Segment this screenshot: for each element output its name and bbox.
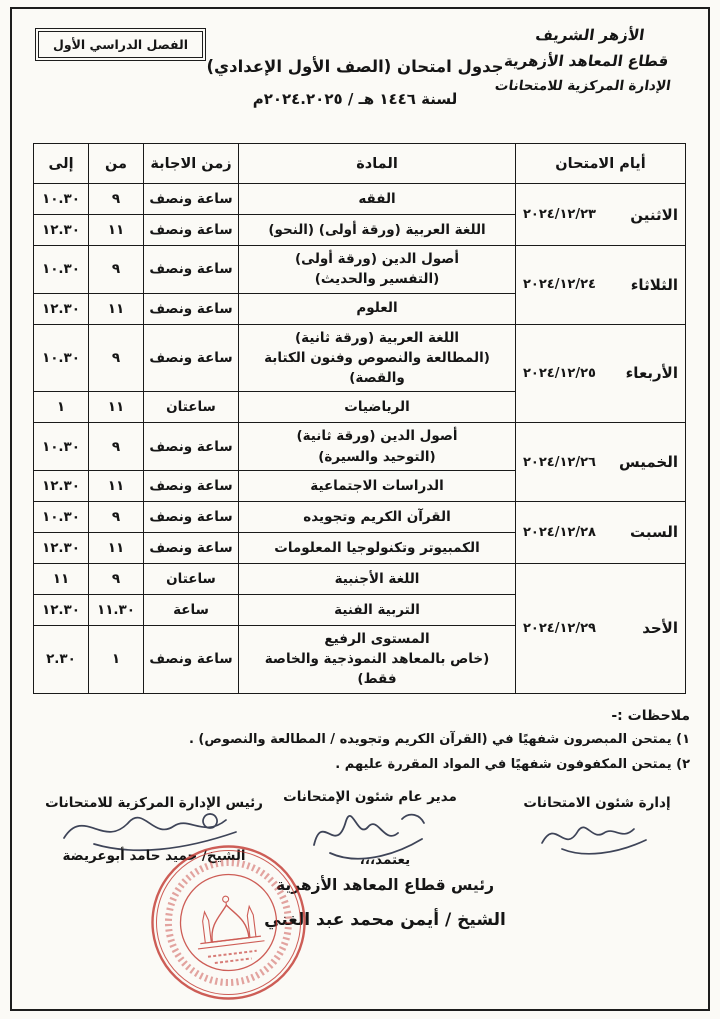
letterhead-line-2: قطاع المعاهد الأزهرية [502,52,670,71]
signature-block-exams-affairs [502,795,692,861]
from-time-cell: ٩ [89,184,144,215]
exam-day-wrap [523,276,678,294]
day-name: السبت [629,523,678,542]
signature-block-central-admin-head [34,795,274,864]
day-name: الأحد [642,619,678,638]
subject-text: الرياضيات [344,399,410,416]
to-time-cell: ١٠.٣٠ [34,324,89,392]
from-time-cell: ١١ [89,293,144,324]
subject-text: (التفسير والحديث) [314,271,440,288]
to-time-cell: ١٠.٣٠ [34,501,89,532]
semester-box [38,31,203,58]
signature-title: إدارة شئون الامتحانات [523,795,671,811]
day-name: الثلاثاء [630,275,678,294]
duration-cell: ساعة ونصف [144,246,239,294]
subject-text: (المطالعة والنصوص وفنون الكتابة والقصة) [264,349,490,386]
duration-cell: ساعة ونصف [144,625,239,693]
day-name: الاثنين [630,205,678,224]
exam-day-cell [516,246,686,325]
signature-title: رئيس الإدارة المركزية للامتحانات [45,795,263,811]
to-time-cell: ١٢.٣٠ [34,470,89,501]
schedule-body [34,184,686,694]
day-date: ٢٠٢٤/١٢/٢٨ [523,524,596,540]
subject-cell [239,184,516,215]
from-time-cell: ١١ [89,532,144,563]
from-time-cell: ٩ [89,501,144,532]
from-time-cell: ١١.٣٠ [89,594,144,625]
from-time-cell: ٩ [89,423,144,471]
subject-cell [239,563,516,594]
day-date: ٢٠٢٤/١٢/٢٤ [523,277,596,293]
header-from: من [89,144,144,184]
to-time-cell: ١٠.٣٠ [34,423,89,471]
subject-cell [239,215,516,246]
day-name: الخميس [619,453,678,471]
exam-day-cell [516,184,686,246]
table-row [34,184,686,215]
approval-block [245,852,525,930]
duration-cell: ساعتان [144,392,239,423]
subject-text: العلوم [356,300,398,317]
from-time-cell: ٩ [89,324,144,392]
to-time-cell: ٢.٣٠ [34,625,89,693]
duration-cell: ساعة ونصف [144,324,239,392]
subject-text: التربية الفنية [334,601,420,618]
day-date: ٢٠٢٤/١٢/٢٦ [523,454,596,470]
header-to: إلى [34,144,89,184]
subject-cell [239,324,516,392]
exam-day-wrap [523,523,678,541]
duration-cell: ساعة ونصف [144,470,239,501]
subject-text: أصول الدين (ورقة ثانية) [296,428,458,445]
from-time-cell: ٩ [89,246,144,294]
subject-text: الدراسات الاجتماعية [310,477,444,494]
to-time-cell: ١٢.٣٠ [34,293,89,324]
subject-cell [239,470,516,501]
signature-scribble-icon [532,811,662,861]
subject-text: المستوى الرفيع [324,630,430,647]
from-time-cell: ٩ [89,563,144,594]
duration-cell: ساعة ونصف [144,293,239,324]
duration-cell: ساعة [144,594,239,625]
exam-day-wrap [523,206,678,224]
subject-text: أصول الدين (ورقة أولى) [295,251,459,267]
exam-day-cell [516,423,686,502]
to-time-cell: ١٠.٣٠ [34,246,89,294]
semester-label: الفصل الدراسي الأول [53,37,188,52]
day-date: ٢٠٢٤/١٢/٢٩ [523,620,596,636]
day-date: ٢٠٢٤/١٢/٢٥ [523,365,596,381]
duration-cell: ساعتان [144,563,239,594]
signature-title: مدير عام شئون الإمتحانات [283,789,457,805]
notes-heading: ملاحظات :- [611,708,690,724]
duration-cell: ساعة ونصف [144,215,239,246]
subject-text: (التوحيد والسيرة) [318,448,436,465]
exam-day-wrap [523,453,678,471]
notes-list [35,727,690,778]
table-row [34,246,686,294]
subject-text: اللغة العربية (ورقة ثانية) [294,329,460,346]
exam-day-wrap [523,364,678,382]
notes-section [35,708,690,778]
from-time-cell: ١١ [89,392,144,423]
duration-cell: ساعة ونصف [144,423,239,471]
table-row [34,563,686,594]
signature-scribble-icon [54,806,254,852]
from-time-cell: ١ [89,625,144,693]
table-row [34,423,686,471]
subject-cell [239,423,516,471]
page-subtitle: لسنة ١٤٤٦ هـ / ٢٠٢٤.٢٠٢٥م [252,90,458,108]
table-row [34,501,686,532]
subject-text: القرآن الكريم وتجويده [303,508,451,525]
approval-name: الشيخ / أيمن محمد عبد الغني [264,910,506,930]
subject-cell [239,532,516,563]
to-time-cell: ١١ [34,563,89,594]
exam-day-cell [516,501,686,563]
signature-name: الشيخ/ حميد حامد أبوعريضة [62,848,246,864]
header-exam-days: أيام الامتحان [516,144,686,184]
to-time-cell: ١ [34,392,89,423]
page-title: جدول امتحان (الصف الأول الإعدادي) [206,57,504,76]
to-time-cell: ١٢.٣٠ [34,594,89,625]
header-subject: المادة [239,144,516,184]
subject-text: اللغة الأجنبية [334,570,420,587]
exam-day-wrap [523,619,678,637]
note-item: ١) يمتحن المبصرون شفهيًا في (القرآن الكريم وتجويده / المطالعة والنصوص) . [188,732,690,747]
subject-text: الفقه [358,190,396,207]
exam-schedule-table [33,143,686,694]
note-item: ٢) يمتحن المكفوفون شفهيًا في المواد المقررة عليهم . [335,757,690,773]
letterhead-line-3: الإدارة المركزية للامتحانات [493,77,672,94]
subject-text: اللغة العربية (ورقة أولى) (النحو) [268,221,486,238]
to-time-cell: ١٢.٣٠ [34,532,89,563]
day-name: الأربعاء [625,364,678,383]
header-duration: زمن الاجابة [144,144,239,184]
letterhead-line-1: الأزهر الشريف [534,26,646,44]
from-time-cell: ١١ [89,470,144,501]
approval-title: رئيس قطاع المعاهد الأزهرية [275,876,494,894]
subject-cell [239,625,516,693]
subject-text: (خاص بالمعاهد النموذجية والخاصة فقط) [264,651,490,688]
duration-cell: ساعة ونصف [144,184,239,215]
table-header-row [34,144,686,184]
exam-day-cell [516,563,686,693]
subject-cell [239,501,516,532]
subject-cell [239,392,516,423]
day-date: ٢٠٢٤/١٢/٢٣ [523,207,596,222]
exam-day-cell [516,324,686,423]
from-time-cell: ١١ [89,215,144,246]
to-time-cell: ١٠.٣٠ [34,184,89,215]
subject-cell [239,246,516,294]
subject-cell [239,293,516,324]
subject-text: الكمبيوتر وتكنولوجيا المعلومات [274,539,480,556]
duration-cell: ساعة ونصف [144,501,239,532]
table-row [34,324,686,392]
to-time-cell: ١٢.٣٠ [34,215,89,246]
subject-cell [239,594,516,625]
duration-cell: ساعة ونصف [144,532,239,563]
approval-word: يعتمد،،، [359,852,411,868]
